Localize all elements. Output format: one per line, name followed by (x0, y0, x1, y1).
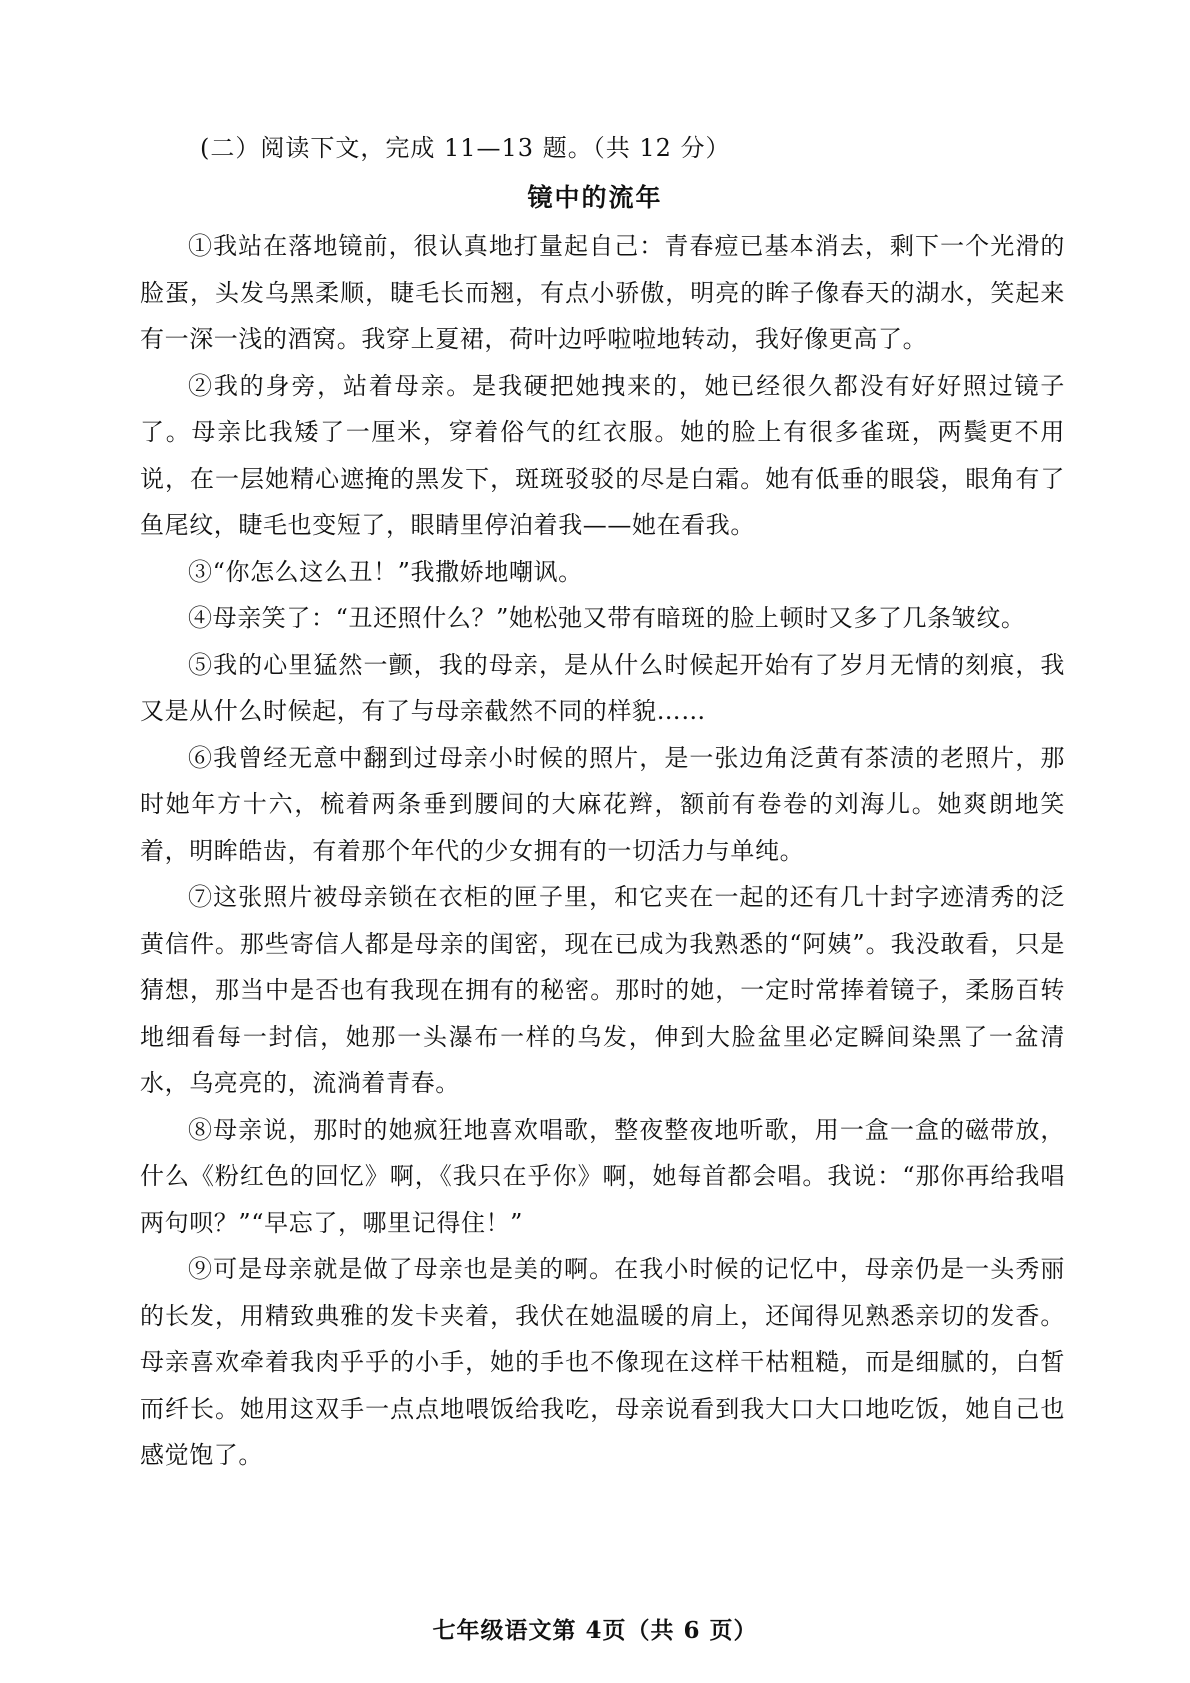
paragraph-2: ②我的身旁，站着母亲。是我硬把她拽来的，她已经很久都没有好好照过镜子了。母亲比我矮了一厘米，穿着俗气的红衣服。她的脸上有很多雀斑，两鬓更不用说，在一层她精心遮掩的黑发下，斑斑驳驳的尽是白霜。她有低垂的眼袋，眼角有了鱼尾纹，睫毛也变短了，眼睛里停泊着我——她在看我。 (140, 371, 1065, 539)
section-heading: (二）阅读下文，完成 11—13 题。（共 12 分） (200, 134, 731, 162)
article-body (140, 223, 1065, 1479)
paragraph-8: ⑧母亲说，那时的她疯狂地喜欢唱歌，整夜整夜地听歌，用一盒一盒的磁带放，什么《粉红色的回忆》啊，《我只在乎你》啊，她每首都会唱。我说：“那你再给我唱两句呗？”“早忘了，哪里记得住！” (140, 1115, 1065, 1237)
paragraph-5: ⑤我的心里猛然一颤，我的母亲，是从什么时候起开始有了岁月无情的刻痕，我又是从什么时候起，有了与母亲截然不同的样貌…… (140, 650, 1065, 725)
paragraph-7: ⑦这张照片被母亲锁在衣柜的匣子里，和它夹在一起的还有几十封字迹清秀的泛黄信件。那些寄信人都是母亲的闺密，现在已成为我熟悉的“阿姨”。我没敢看，只是猜想，那当中是否也有我现在拥有的秘密。那时的她，一定时常捧着镜子，柔肠百转地细看每一封信，她那一头瀑布一样的乌发，伸到大脸盆里必定瞬间染黑了一盆清水，乌亮亮的，流淌着青春。 (140, 883, 1065, 1097)
paragraph-4: ④母亲笑了：“丑还照什么？”她松弛又带有暗斑的脸上顿时又多了几条皱纹。 (188, 604, 1026, 632)
page-footer: 七年级语文第 4页（共 6 页） (432, 1617, 758, 1644)
paragraph-3: ③“你怎么这么丑！”我撒娇地嘲讽。 (188, 557, 583, 586)
paragraph-1: ①我站在落地镜前，很认真地打量起自己：青春痘已基本消去，剩下一个光滑的脸蛋，头发乌黑柔顺，睫毛长而翘，有点小骄傲，明亮的眸子像春天的湖水，笑起来有一深一浅的酒窝。我穿上夏裙，荷叶边呼啦啦地转动，我好像更高了。 (140, 232, 1065, 353)
paragraph-6: ⑥我曾经无意中翻到过母亲小时候的照片，是一张边角泛黄有茶渍的老照片，那时她年方十六，梳着两条垂到腰间的大麻花辫，额前有卷卷的刘海儿。她爽朗地笑着，明眸皓齿，有着那个年代的少女拥有的一切活力与单纯。 (140, 743, 1065, 865)
article-title: 镜中的流年 (527, 183, 663, 212)
paragraph-9: ⑨可是母亲就是做了母亲也是美的啊。在我小时候的记忆中，母亲仍是一头秀丽的长发，用精致典雅的发卡夹着，我伏在她温暖的肩上，还闻得见熟悉亲切的发香。母亲喜欢牵着我肉乎乎的小手，她的手也不像现在这样干枯粗糙，而是细腻的，白皙而纤长。她用这双手一点点地喂饭给我吃，母亲说看到我大口大口地吃饭，她自己也感觉饱了。 (140, 1255, 1065, 1469)
